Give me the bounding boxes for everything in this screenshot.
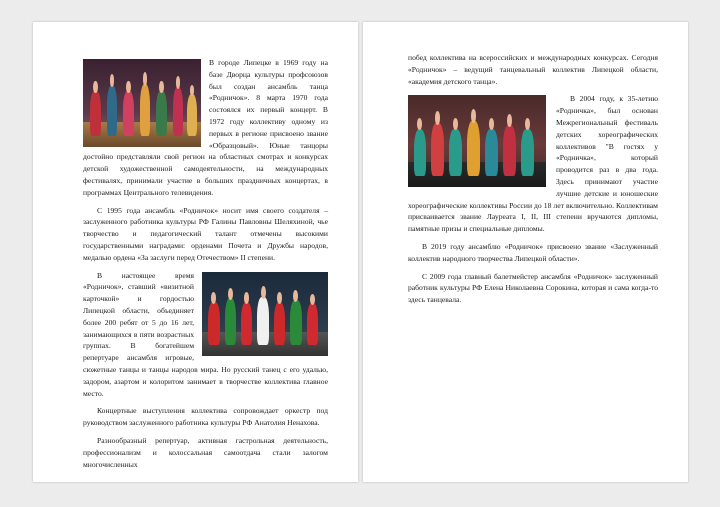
document-page-right [363, 22, 688, 482]
page-right-content [408, 52, 658, 312]
document-page-left [33, 22, 358, 482]
paragraph: побед коллектива на всероссийских и международных конкурсах. Сегодня «Родничок» – ведущий танцевальный коллектив Липецкой области, «академия детского танца». [408, 53, 658, 86]
paragraph: Разнообразный репертуар, активная гастрольная деятельность, профессионализм и колоссальная самоотдача стали залогом многочисленных [83, 435, 328, 469]
dance-photo-2 [202, 272, 328, 356]
paragraph: С 2009 года главный балетмейстер ансамбля «Родничок» заслуженный работник культуры РФ Елена Николаевна Сорокина, которая и сама когда-то здесь танцевала. [408, 271, 658, 305]
paragraph: С 1995 года ансамбль «Родничок» носит имя своего создателя – заслуженного работника культуры РФ Галины Павловны Шеляхиной, чье творчество и педагогический талант отмечены высокими государственными наградами: орденами Почета и Дружбы народов, медалью ордена «За заслуги перед Отечеством» II степени. [83, 205, 328, 262]
paragraph: В настоящее время «Родничок», ставший «визитной карточкой» и гордостью Липецкой области, объединяет более 200 ребят от 5 до 16 лет, занимающихся в пяти возрастных группах. В богатейшем репертуаре ансамбля игровые, сюжетные танцы и танцы народов мира. Но русский танец с его удалью, задором, азартом и колоритом занимает в творчестве коллектива главное место. [83, 270, 328, 398]
page-left-content [83, 57, 328, 476]
paragraph: В 2019 году ансамблю «Родничок» присвоено звание «Заслуженный коллектив народного творчества Липецкой области». [408, 241, 658, 263]
dance-photo-1 [83, 59, 201, 147]
dance-photo-3 [408, 95, 546, 187]
paragraph: Концертные выступления коллектива сопровождает оркестр под руководством заслуженного работника культуры РФ Анатолия Ненахова. [83, 406, 328, 428]
paragraph: В 2004 году, к 35-летию «Родничка», был основан Межрегиональный фестиваль детских хореографических коллективов "В гостях у «Родничка», который проводится раз в два года. Здесь принимают участие лучшие детские и юношеские хореографические коллективы России до 18 лет включительно. Коллективам присваивается звание Лауреата I, II, III степени вручаются дипломы, памятные призы и специальные дипломы. [408, 94, 658, 234]
paragraph: В городе Липецке в 1969 году на базе Дворца культуры профсоюзов был создан ансамбль танца «Родничок». 8 марта 1970 года состоялся их первый концерт. В 1972 году коллективу одному из первых в регионе присвоено звание «Образцовый». Юные танцоры достойно представляли свой регион на областных смотрах и конкурсах детской художественной самодеятельности, на международных фестивалях, принимали участие в больших праздничных концертах, в программах Центрального телевидения. [83, 58, 328, 197]
